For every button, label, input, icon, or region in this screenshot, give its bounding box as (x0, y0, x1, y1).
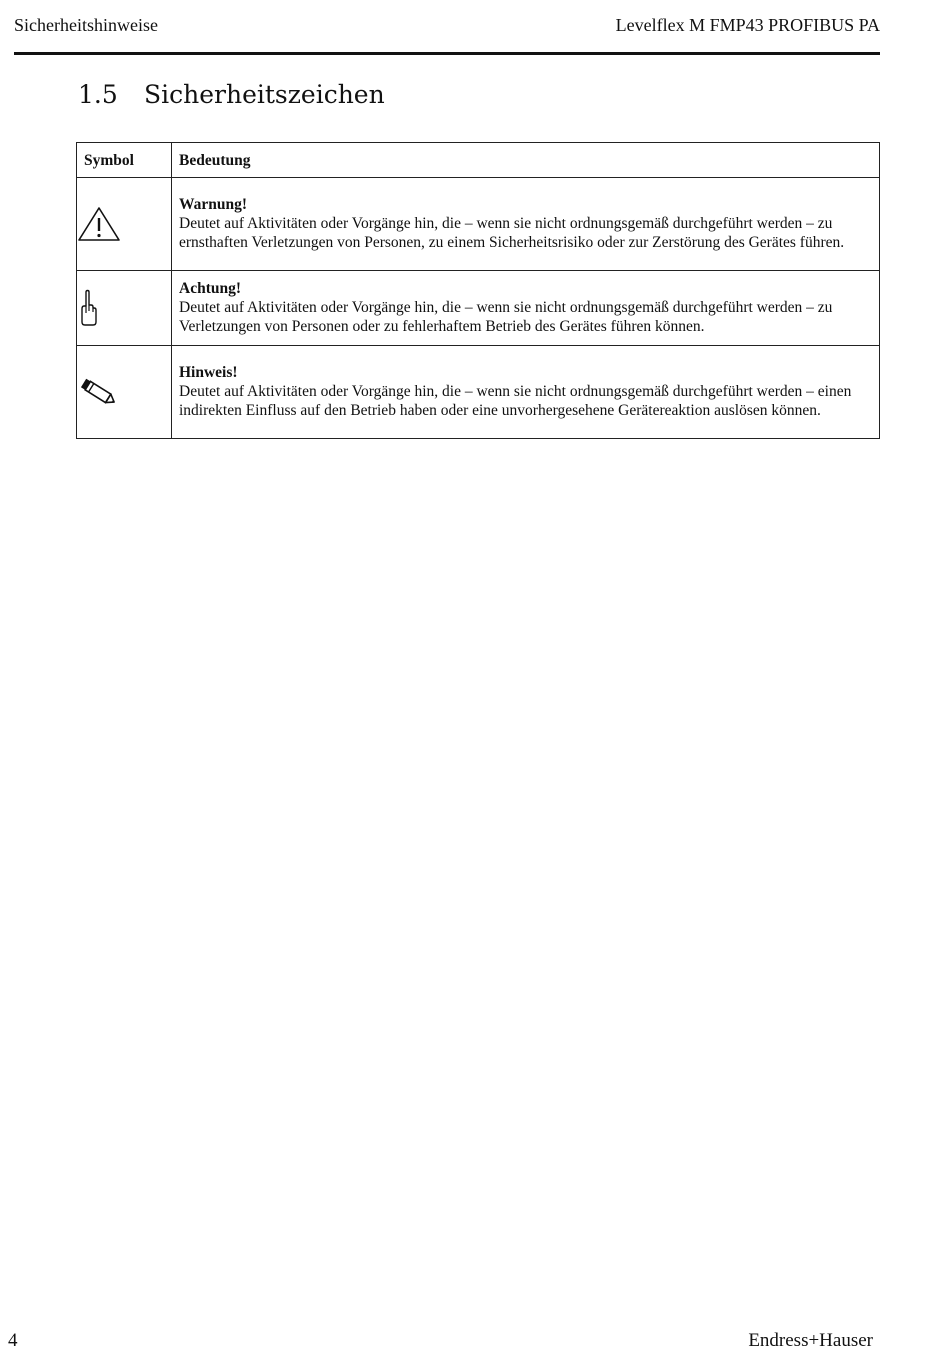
section-title: Sicherheitszeichen (144, 80, 385, 109)
section-number: 1.5 (78, 80, 118, 109)
symbol-cell (77, 178, 172, 271)
meaning-cell (172, 178, 880, 271)
caution-title: Achtung! (179, 279, 242, 297)
note-title: Hinweis! (179, 363, 238, 381)
running-header-product: Levelflex M FMP43 PROFIBUS PA (615, 15, 880, 35)
warning-title: Warnung! (179, 195, 248, 213)
note-text: Deutet auf Aktivitäten oder Vorgänge hin, die – wenn sie nicht ordnungsgemäß durchgeführt werden – einen indirekten Einfluss auf den Betrieb haben oder eine unvorhergesehene Gerätereaktion auslösen können. (179, 382, 852, 419)
table-row (77, 271, 880, 346)
section-heading (78, 80, 385, 109)
symbol-cell (77, 346, 172, 439)
meaning-cell (172, 271, 880, 346)
pencil-icon (77, 377, 119, 407)
table-row (77, 178, 880, 271)
warning-text: Deutet auf Aktivitäten oder Vorgänge hin, die – wenn sie nicht ordnungsgemäß durchgeführt werden – zu ernsthaften Verletzungen von Personen, zu einem Sicherheitsrisiko oder zur Zerstörung des Gerätes führen. (179, 214, 845, 251)
table-row (77, 346, 880, 439)
warning-triangle-icon (77, 205, 121, 243)
page-number: 4 (8, 1330, 18, 1351)
caution-text: Deutet auf Aktivitäten oder Vorgänge hin, die – wenn sie nicht ordnungsgemäß durchgeführt werden – zu Verletzungen von Personen oder zu fehlerhaftem Betrieb des Gerätes führen können. (179, 298, 833, 335)
table-header-row (77, 143, 880, 178)
running-header-section: Sicherheitshinweise (14, 15, 158, 35)
meaning-cell (172, 346, 880, 439)
column-header-meaning: Bedeutung (172, 143, 880, 178)
header-divider (14, 52, 880, 55)
pointing-hand-icon (77, 289, 101, 327)
symbol-cell (77, 271, 172, 346)
column-header-symbol: Symbol (77, 143, 172, 178)
brand-name: Endress+Hauser (748, 1330, 873, 1351)
safety-symbols-table (76, 142, 880, 439)
